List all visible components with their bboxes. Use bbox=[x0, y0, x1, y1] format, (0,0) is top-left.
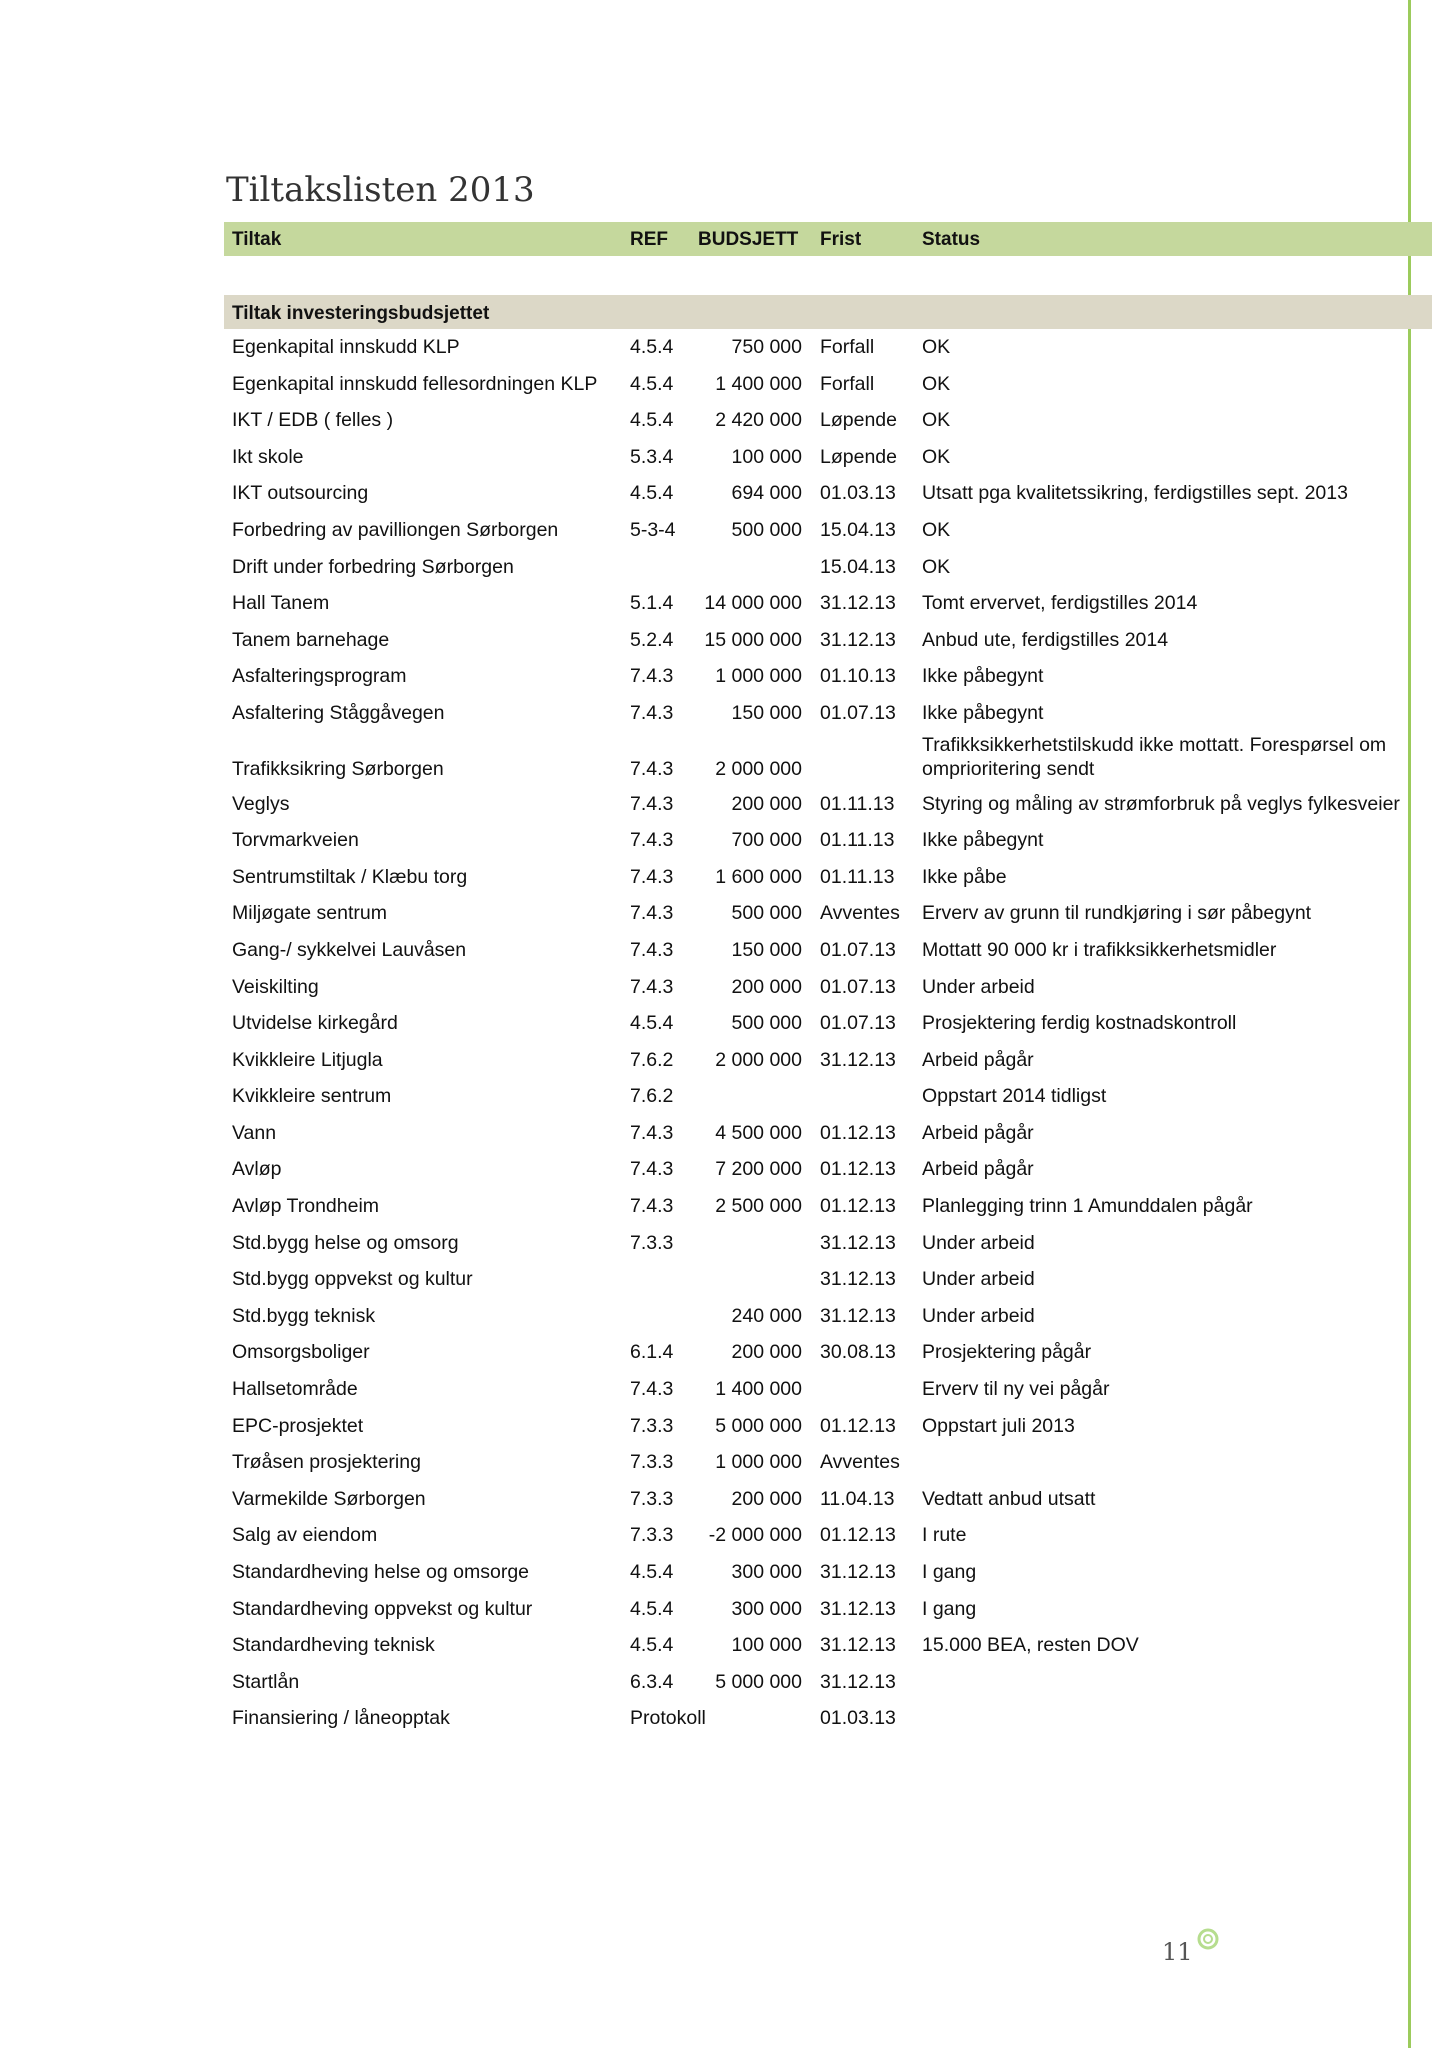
cell-status: Ikke påbegynt bbox=[922, 701, 1044, 724]
cell-status: Mottatt 90 000 kr i trafikksikkerhetsmidler bbox=[922, 938, 1277, 961]
cell-frist: 01.10.13 bbox=[820, 665, 896, 688]
cell-frist: 11.04.13 bbox=[820, 1487, 895, 1510]
cell-status: Erverv av grunn til rundkjøring i sør påbegynt bbox=[922, 902, 1312, 925]
cell-ref: 4.5.4 bbox=[630, 409, 674, 432]
page-title: Tiltakslisten 2013 bbox=[226, 170, 535, 210]
cell-ref: 4.5.4 bbox=[630, 1012, 674, 1035]
cell-tiltak: Finansiering / låneopptak bbox=[232, 1707, 450, 1730]
cell-status: Utsatt pga kvalitetssikring, ferdigstilles sept. 2013 bbox=[922, 482, 1348, 505]
cell-budsjett: 100 000 bbox=[731, 1634, 802, 1657]
table-row bbox=[224, 1078, 1432, 1115]
cell-ref: 7.3.3 bbox=[630, 1231, 674, 1254]
cell-budsjett: 5 000 000 bbox=[715, 1670, 802, 1693]
table-row bbox=[224, 585, 1432, 622]
cell-budsjett: -2 000 000 bbox=[708, 1524, 802, 1547]
cell-ref: 5-3-4 bbox=[630, 518, 676, 541]
cell-status: I rute bbox=[922, 1524, 967, 1547]
cell-budsjett: 700 000 bbox=[731, 829, 802, 852]
cell-tiltak: Varmekilde Sørborgen bbox=[232, 1487, 426, 1510]
cell-budsjett: 2 000 000 bbox=[715, 1048, 802, 1071]
table-row bbox=[224, 549, 1432, 586]
cell-budsjett: 100 000 bbox=[731, 445, 802, 468]
cell-ref: 4.5.4 bbox=[630, 336, 674, 358]
table-row bbox=[224, 439, 1432, 476]
table-row bbox=[224, 969, 1432, 1006]
table-row bbox=[224, 1261, 1432, 1298]
table-row bbox=[224, 1664, 1432, 1701]
cell-budsjett: 15 000 000 bbox=[704, 628, 802, 651]
cell-tiltak: Asfalteringsprogram bbox=[232, 665, 407, 688]
cell-tiltak: Forbedring av pavilliongen Sørborgen bbox=[232, 518, 559, 541]
cell-tiltak: Trafikksikring Sørborgen bbox=[232, 757, 444, 780]
table-row bbox=[224, 1115, 1432, 1152]
table-row bbox=[224, 329, 1432, 366]
cell-ref: 5.2.4 bbox=[630, 628, 674, 651]
cell-budsjett: 694 000 bbox=[731, 482, 802, 505]
cell-status: Ikke påbegynt bbox=[922, 829, 1044, 852]
table-row bbox=[224, 732, 1432, 786]
cell-status: Arbeid pågår bbox=[922, 1158, 1034, 1181]
cell-tiltak: Std.bygg helse og omsorg bbox=[232, 1231, 459, 1254]
cell-budsjett: 200 000 bbox=[731, 1341, 802, 1364]
cell-status: Oppstart juli 2013 bbox=[922, 1414, 1075, 1437]
cell-status: Styring og måling av strømforbruk på veglys fylkesveier bbox=[922, 792, 1400, 815]
cell-tiltak: Vann bbox=[232, 1121, 277, 1144]
cell-tiltak: Kvikkleire sentrum bbox=[232, 1085, 392, 1108]
cell-frist: 01.03.13 bbox=[820, 1707, 896, 1730]
table-row bbox=[224, 932, 1432, 969]
cell-frist: 31.12.13 bbox=[820, 1304, 896, 1327]
table-row bbox=[224, 658, 1432, 695]
cell-ref: 7.3.3 bbox=[630, 1524, 674, 1547]
cell-frist: 31.12.13 bbox=[820, 1561, 896, 1583]
table-row bbox=[224, 1188, 1432, 1225]
cell-status: OK bbox=[922, 445, 951, 468]
cell-status: OK bbox=[922, 336, 951, 358]
cell-frist: 31.12.13 bbox=[820, 1670, 896, 1693]
cell-tiltak: Standardheving teknisk bbox=[232, 1634, 435, 1657]
table-row bbox=[224, 622, 1432, 659]
cell-tiltak: Egenkapital innskudd fellesordningen KLP bbox=[232, 372, 598, 395]
cell-status: Under arbeid bbox=[922, 1231, 1035, 1254]
table-row bbox=[224, 1005, 1432, 1042]
cell-status: Under arbeid bbox=[922, 1304, 1035, 1327]
cell-status: Under arbeid bbox=[922, 1268, 1035, 1291]
cell-ref: 7.4.3 bbox=[630, 829, 674, 852]
cell-status: Anbud ute, ferdigstilles 2014 bbox=[922, 628, 1169, 651]
cell-status: OK bbox=[922, 409, 951, 432]
table-row bbox=[224, 859, 1432, 896]
cell-ref: 7.4.3 bbox=[630, 1121, 674, 1144]
cell-budsjett: 300 000 bbox=[731, 1597, 802, 1620]
cell-tiltak: Startlån bbox=[232, 1670, 300, 1693]
cell-status: I gang bbox=[922, 1597, 977, 1620]
cell-tiltak: IKT outsourcing bbox=[232, 482, 369, 505]
column-header-tiltak: Tiltak bbox=[232, 229, 282, 250]
cell-status: Arbeid pågår bbox=[922, 1121, 1034, 1144]
cell-budsjett: 5 000 000 bbox=[715, 1414, 802, 1437]
cell-ref: 4.5.4 bbox=[630, 1561, 674, 1583]
cell-status bbox=[922, 733, 1386, 781]
cell-ref: 6.1.4 bbox=[630, 1341, 674, 1364]
cell-ref: 7.4.3 bbox=[630, 865, 674, 888]
table-body bbox=[224, 329, 1432, 1737]
cell-frist: 31.12.13 bbox=[820, 1048, 896, 1071]
cell-ref: 7.4.3 bbox=[630, 792, 674, 815]
table-row bbox=[224, 1554, 1432, 1591]
cell-budsjett: 2 000 000 bbox=[715, 757, 802, 780]
cell-tiltak: Egenkapital innskudd KLP bbox=[232, 336, 460, 358]
cell-tiltak: Avløp bbox=[232, 1158, 282, 1181]
cell-budsjett: 500 000 bbox=[731, 1012, 802, 1035]
cell-frist: 15.04.13 bbox=[820, 555, 896, 578]
cell-budsjett: 2 420 000 bbox=[715, 409, 802, 432]
cell-ref: 5.3.4 bbox=[630, 445, 674, 468]
cell-tiltak: Miljøgate sentrum bbox=[232, 902, 387, 925]
page-number: 11 bbox=[1162, 1938, 1193, 1966]
table-row bbox=[224, 1334, 1432, 1371]
cell-tiltak: Utvidelse kirkegård bbox=[232, 1012, 398, 1035]
cell-budsjett: 1 000 000 bbox=[715, 665, 802, 688]
cell-frist: 31.12.13 bbox=[820, 1634, 896, 1657]
cell-frist: 01.12.13 bbox=[820, 1524, 896, 1547]
cell-ref: 7.4.3 bbox=[630, 938, 674, 961]
cell-tiltak: Avløp Trondheim bbox=[232, 1195, 380, 1218]
cell-ref: 6.3.4 bbox=[630, 1670, 674, 1693]
cell-ref: 7.3.3 bbox=[630, 1451, 674, 1474]
cell-budsjett: 150 000 bbox=[731, 938, 802, 961]
cell-budsjett: 2 500 000 bbox=[715, 1195, 802, 1218]
cell-status: Erverv til ny vei pågår bbox=[922, 1378, 1110, 1401]
cell-tiltak: IKT / EDB ( felles ) bbox=[232, 409, 394, 432]
cell-budsjett: 200 000 bbox=[731, 792, 802, 815]
cell-budsjett: 14 000 000 bbox=[704, 592, 802, 615]
cell-status: I gang bbox=[922, 1561, 977, 1583]
cell-tiltak: Ikt skole bbox=[232, 445, 304, 468]
column-header-frist: Frist bbox=[820, 229, 862, 250]
cell-tiltak: Asfaltering Ståggåvegen bbox=[232, 701, 445, 724]
cell-status: 15.000 BEA, resten DOV bbox=[922, 1634, 1139, 1657]
cell-status: Vedtatt anbud utsatt bbox=[922, 1487, 1096, 1510]
section-header-row bbox=[224, 295, 1432, 329]
tiltak-table bbox=[224, 222, 1432, 1737]
cell-frist: 01.07.13 bbox=[820, 938, 896, 961]
cell-frist: 01.12.13 bbox=[820, 1158, 896, 1181]
cell-ref: 7.6.2 bbox=[630, 1085, 674, 1108]
cell-status: Ikke påbe bbox=[922, 865, 1007, 888]
cell-frist: 31.12.13 bbox=[820, 628, 896, 651]
cell-status: Prosjektering ferdig kostnadskontroll bbox=[922, 1012, 1237, 1035]
cell-tiltak: Hallsetområde bbox=[232, 1378, 358, 1401]
table-row bbox=[224, 1700, 1432, 1737]
cell-budsjett: 300 000 bbox=[731, 1561, 802, 1583]
ring-icon bbox=[1196, 1927, 1220, 1951]
cell-status: OK bbox=[922, 555, 951, 578]
cell-budsjett: 7 200 000 bbox=[715, 1158, 802, 1181]
cell-budsjett: 1 400 000 bbox=[715, 372, 802, 395]
cell-budsjett: 240 000 bbox=[731, 1304, 802, 1327]
cell-tiltak: Veglys bbox=[232, 792, 290, 815]
cell-ref: 7.6.2 bbox=[630, 1048, 674, 1071]
cell-frist: 01.11.13 bbox=[820, 792, 895, 815]
cell-budsjett: 1 400 000 bbox=[715, 1378, 802, 1401]
cell-budsjett: 200 000 bbox=[731, 1487, 802, 1510]
cell-frist: 01.07.13 bbox=[820, 975, 896, 998]
cell-ref: 7.4.3 bbox=[630, 975, 674, 998]
cell-frist: Løpende bbox=[820, 409, 897, 432]
cell-tiltak: Veiskilting bbox=[232, 975, 319, 998]
cell-budsjett: 1 000 000 bbox=[715, 1451, 802, 1474]
cell-status: OK bbox=[922, 372, 951, 395]
cell-tiltak: Kvikkleire Litjugla bbox=[232, 1048, 383, 1071]
cell-budsjett: 200 000 bbox=[731, 975, 802, 998]
column-header-status: Status bbox=[922, 229, 981, 250]
cell-frist: 01.12.13 bbox=[820, 1195, 896, 1218]
table-row bbox=[224, 1627, 1432, 1664]
cell-status: Ikke påbegynt bbox=[922, 665, 1044, 688]
table-row bbox=[224, 1444, 1432, 1481]
table-row bbox=[224, 822, 1432, 859]
cell-tiltak: Gang-/ sykkelvei Lauvåsen bbox=[232, 938, 467, 961]
cell-status: Prosjektering pågår bbox=[922, 1341, 1092, 1364]
cell-frist: 01.03.13 bbox=[820, 482, 896, 505]
table-row bbox=[224, 1371, 1432, 1408]
table-row bbox=[224, 402, 1432, 439]
cell-frist: Forfall bbox=[820, 372, 875, 395]
table-row bbox=[224, 1042, 1432, 1079]
cell-status-line: Trafikksikkerhetstilskudd ikke mottatt. Forespørsel om bbox=[922, 733, 1387, 756]
cell-frist: Løpende bbox=[820, 445, 897, 468]
cell-budsjett: 500 000 bbox=[731, 518, 802, 541]
cell-frist: 31.12.13 bbox=[820, 1231, 896, 1254]
cell-tiltak: Tanem barnehage bbox=[232, 628, 390, 651]
cell-ref: 7.4.3 bbox=[630, 1195, 674, 1218]
table-row bbox=[224, 695, 1432, 732]
cell-status: OK bbox=[922, 518, 951, 541]
column-header-ref: REF bbox=[630, 229, 668, 250]
cell-frist: Avventes bbox=[820, 1451, 900, 1474]
cell-status: Tomt ervervet, ferdigstilles 2014 bbox=[922, 592, 1198, 615]
table-row bbox=[224, 366, 1432, 403]
cell-frist: 01.11.13 bbox=[820, 865, 895, 888]
cell-ref: 4.5.4 bbox=[630, 482, 674, 505]
cell-status: Arbeid pågår bbox=[922, 1048, 1034, 1071]
table-row bbox=[224, 1591, 1432, 1628]
cell-status: Under arbeid bbox=[922, 975, 1035, 998]
table-row bbox=[224, 1517, 1432, 1554]
cell-tiltak: Omsorgsboliger bbox=[232, 1341, 370, 1364]
cell-tiltak: Std.bygg oppvekst og kultur bbox=[232, 1268, 473, 1291]
cell-frist: 31.12.13 bbox=[820, 1597, 896, 1620]
cell-tiltak: Torvmarkveien bbox=[232, 829, 359, 852]
cell-tiltak: Sentrumstiltak / Klæbu torg bbox=[232, 865, 468, 888]
cell-ref: Protokoll bbox=[630, 1707, 706, 1730]
cell-tiltak: Standardheving helse og omsorge bbox=[232, 1561, 530, 1583]
cell-budsjett: 150 000 bbox=[731, 701, 802, 724]
cell-ref: 7.4.3 bbox=[630, 902, 674, 925]
section-title: Tiltak investeringsbudsjettet bbox=[232, 303, 490, 324]
cell-tiltak: Drift under forbedring Sørborgen bbox=[232, 555, 514, 578]
table-row bbox=[224, 512, 1432, 549]
cell-frist: 01.12.13 bbox=[820, 1414, 896, 1437]
cell-tiltak: Std.bygg teknisk bbox=[232, 1304, 376, 1327]
cell-frist: Avventes bbox=[820, 902, 900, 925]
table-row bbox=[224, 1298, 1432, 1335]
table-row bbox=[224, 1225, 1432, 1262]
cell-frist: 15.04.13 bbox=[820, 518, 896, 541]
cell-ref: 4.5.4 bbox=[630, 372, 674, 395]
table-row bbox=[224, 1408, 1432, 1445]
cell-budsjett: 500 000 bbox=[731, 902, 802, 925]
table-header-row bbox=[224, 222, 1432, 256]
table-row bbox=[224, 475, 1432, 512]
cell-budsjett: 750 000 bbox=[731, 336, 802, 358]
cell-ref: 7.3.3 bbox=[630, 1414, 674, 1437]
cell-status: Oppstart 2014 tidligst bbox=[922, 1085, 1107, 1108]
table-row bbox=[224, 1481, 1432, 1518]
cell-ref: 7.3.3 bbox=[630, 1487, 674, 1510]
cell-status-line: omprioritering sendt bbox=[922, 757, 1095, 780]
cell-tiltak: Hall Tanem bbox=[232, 592, 330, 615]
cell-tiltak: Salg av eiendom bbox=[232, 1524, 378, 1547]
cell-ref: 7.4.3 bbox=[630, 1378, 674, 1401]
cell-ref: 7.4.3 bbox=[630, 701, 674, 724]
cell-tiltak: EPC-prosjektet bbox=[232, 1414, 364, 1437]
column-header-budsjett: BUDSJETT bbox=[698, 229, 799, 250]
cell-frist: 30.08.13 bbox=[820, 1341, 896, 1364]
cell-frist: Forfall bbox=[820, 336, 875, 358]
table-row bbox=[224, 1151, 1432, 1188]
cell-budsjett: 1 600 000 bbox=[715, 865, 802, 888]
cell-ref: 7.4.3 bbox=[630, 1158, 674, 1181]
cell-frist: 01.12.13 bbox=[820, 1121, 896, 1144]
cell-frist: 31.12.13 bbox=[820, 592, 896, 615]
cell-frist: 01.11.13 bbox=[820, 829, 895, 852]
cell-ref: 7.4.3 bbox=[630, 665, 674, 688]
cell-ref: 4.5.4 bbox=[630, 1634, 674, 1657]
cell-tiltak: Trøåsen prosjektering bbox=[232, 1451, 421, 1474]
cell-status: Planlegging trinn 1 Amunddalen pågår bbox=[922, 1195, 1253, 1218]
table-row bbox=[224, 895, 1432, 932]
cell-frist: 31.12.13 bbox=[820, 1268, 896, 1291]
cell-ref: 4.5.4 bbox=[630, 1597, 674, 1620]
cell-ref: 7.4.3 bbox=[630, 757, 674, 780]
cell-tiltak: Standardheving oppvekst og kultur bbox=[232, 1597, 533, 1620]
table-spacer bbox=[224, 256, 1432, 295]
cell-frist: 01.07.13 bbox=[820, 1012, 896, 1035]
cell-frist: 01.07.13 bbox=[820, 701, 896, 724]
cell-ref: 5.1.4 bbox=[630, 592, 674, 615]
cell-budsjett: 4 500 000 bbox=[715, 1121, 802, 1144]
table-row bbox=[224, 786, 1432, 823]
